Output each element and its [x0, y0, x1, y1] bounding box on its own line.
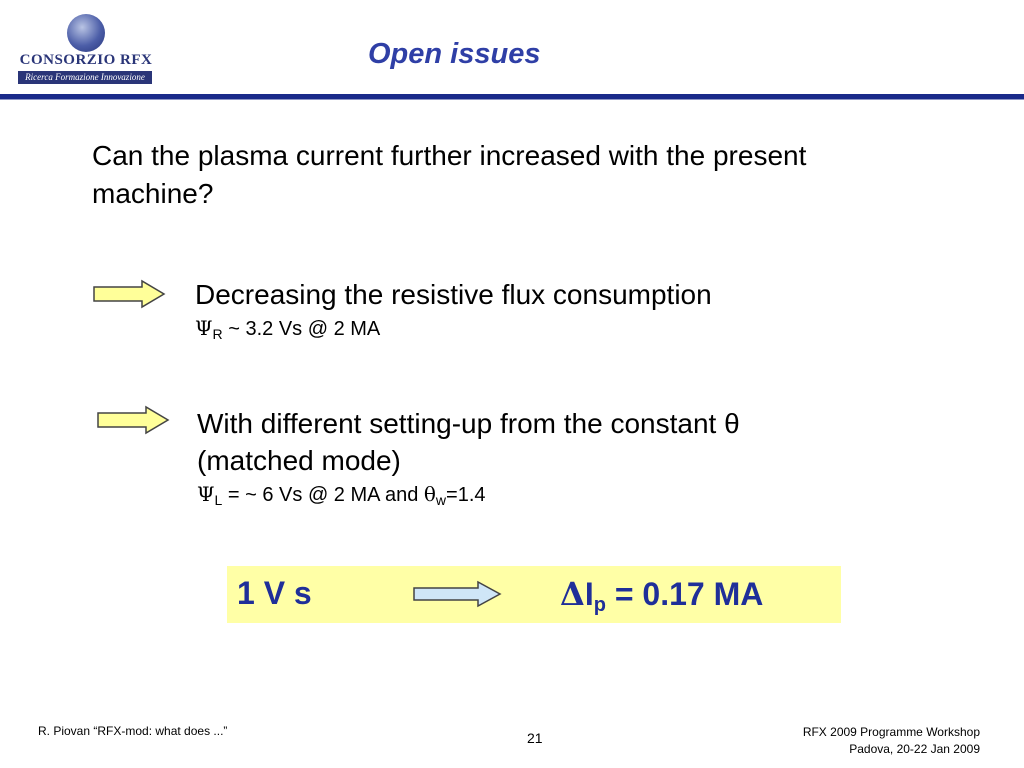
bullet-1: [195, 276, 712, 349]
logo-emblem-icon: [67, 14, 105, 52]
slide-title: Open issues: [368, 38, 541, 70]
footer-event-date: Padova, 20-22 Jan 2009: [849, 742, 980, 756]
bullet-2-main-line1: With different setting-up from the constant θ: [197, 408, 740, 439]
theta-symbol: θ: [423, 482, 436, 506]
result-rhs: [560, 575, 763, 617]
result-value: = 0.17 MA: [605, 576, 764, 612]
theta-value: =1.4: [446, 484, 486, 506]
result-lhs: 1 V s: [237, 575, 312, 611]
bullet-1-main: Decreasing the resistive flux consumption: [195, 279, 712, 310]
psi-subscript-l: L: [214, 492, 223, 508]
header-divider-thin: [0, 99, 1024, 100]
theta-subscript-w: w: [435, 492, 447, 508]
result-box: [227, 566, 841, 623]
psi-symbol: Ψ: [197, 482, 215, 506]
question-text: Can the plasma current further increased with the present machine?: [92, 140, 807, 209]
bullet-1-value: ~ 3.2 Vs @ 2 MA: [222, 318, 381, 340]
logo-name: CONSORZIO RFX: [19, 52, 153, 68]
psi-subscript-r: R: [212, 326, 223, 342]
result-arrow-icon: [412, 580, 502, 608]
bullet-2: [197, 405, 740, 515]
bullet-2-formula: [197, 479, 740, 515]
footer-event: [803, 724, 980, 758]
bullet-1-formula: [195, 313, 712, 349]
consorzio-rfx-logo: [16, 14, 156, 86]
bullet-arrow-icon: [92, 279, 166, 309]
psi-symbol: Ψ: [195, 316, 213, 340]
current-var: I: [584, 576, 594, 612]
delta-symbol: Δ: [560, 575, 585, 613]
current-subscript: p: [593, 594, 606, 616]
logo-tagline: Ricerca Formazione Innovazione: [18, 71, 152, 84]
page-number: 21: [527, 730, 543, 746]
bullet-arrow-icon: [96, 405, 170, 435]
bullet-2-main-line2: (matched mode): [197, 445, 401, 476]
footer-author: R. Piovan “RFX-mod: what does ...”: [38, 724, 228, 738]
bullet-2-value: = ~ 6 Vs @ 2 MA and: [222, 484, 424, 506]
footer-event-name: RFX 2009 Programme Workshop: [802, 725, 980, 739]
